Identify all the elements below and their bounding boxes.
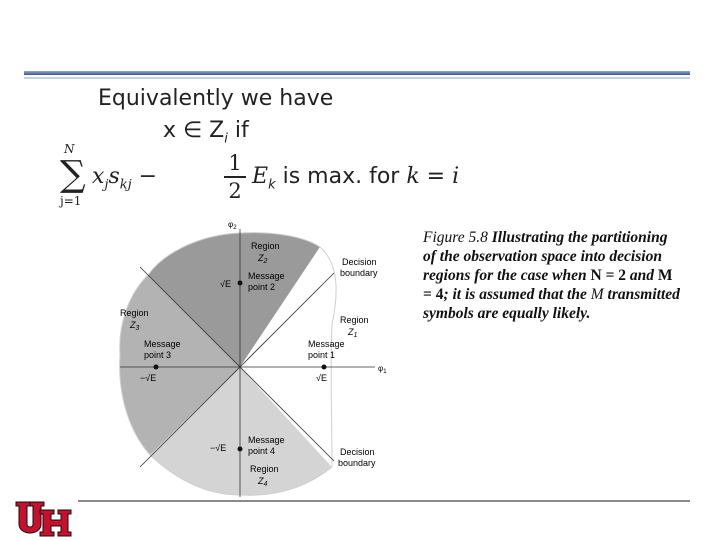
region-z3-label-2: $Z_3$ [130, 320, 140, 332]
equation-line-2 [163, 118, 249, 146]
message-point-2-label-2: point 2 [248, 282, 276, 292]
fraction-half [224, 152, 246, 202]
figure-caption [423, 228, 683, 323]
eq2-sub: i [224, 131, 228, 147]
sqrt-e-right: √E [316, 373, 327, 383]
sum-sigma: ∑ [60, 154, 86, 195]
sum-upper-limit: N [64, 142, 75, 156]
region-z2-label-2: $Z_2$ [258, 253, 268, 265]
neg-sqrt-e-bottom: −√E [210, 443, 227, 453]
region-z3-label-1: Region [120, 308, 149, 318]
sum-x: x [92, 164, 105, 189]
decision-top-label-1: Decision [342, 257, 377, 267]
caption-text-a: Illustrating the partitioning of the observation space into decision regions for the case when [423, 229, 668, 284]
rest-k: k [406, 164, 420, 189]
eq2-prefix: x ∈ Z [163, 118, 225, 143]
decision-region-diagram [100, 215, 390, 500]
uh-logo-u [16, 502, 44, 533]
rest-text: is max. for [275, 164, 407, 189]
equation-line-1: Equivalently we have [98, 86, 334, 111]
message-point-2-label-1: Message [248, 271, 285, 281]
caption-text-c: ; it is assumed that the [443, 286, 591, 303]
rest-E-sub: k [268, 177, 276, 193]
message-point-1-label-1: Message [308, 339, 345, 349]
message-point-3-label-1: Message [144, 339, 181, 349]
message-point-1-label-2: point 1 [308, 350, 336, 360]
sum-rest [252, 164, 459, 192]
message-point-3-label-2: point 3 [144, 350, 172, 360]
axis-x-label: $\varphi_1$ [378, 364, 387, 375]
fraction-num: 1 [228, 151, 242, 175]
region-z4-label-1: Region [250, 464, 279, 474]
sum-lower-limit: j=1 [60, 194, 82, 208]
sum-x-sub: j [104, 177, 109, 193]
region-z4-label-2: $Z_4$ [258, 476, 268, 488]
region-z1-label-1: Region [340, 315, 369, 325]
uh-logo-h [40, 510, 71, 536]
decision-bottom-label-2: boundary [338, 458, 376, 468]
sum-body [92, 164, 157, 192]
message-point-1-dot [322, 365, 327, 370]
message-point-3-dot [154, 365, 159, 370]
caption-text-b: and [626, 267, 658, 284]
neg-sqrt-e-left: −√E [140, 373, 157, 383]
sqrt-e-top: √E [220, 279, 231, 289]
caption-text-d: transmitted symbols are equally likely. [423, 286, 680, 322]
message-point-2-dot [238, 281, 243, 286]
message-point-4-label-1: Message [248, 435, 285, 445]
caption-m-symbol: M [590, 286, 604, 303]
rest-eq: = [419, 164, 453, 189]
eq2-suffix: if [227, 118, 249, 143]
caption-n-eq: N = 2 [590, 267, 627, 284]
decision-top-label-2: boundary [340, 268, 378, 278]
fraction-bar [224, 176, 246, 178]
axis-y-label: $\varphi_2$ [228, 220, 237, 231]
region-z2-label-1: Region [251, 241, 280, 251]
rest-i: i [452, 164, 460, 189]
uh-logo [14, 500, 72, 538]
caption-m-eq: M = 4 [423, 267, 673, 303]
sum-s-sub: kj [119, 177, 132, 193]
sum-minus: − [131, 164, 158, 189]
top-rule [24, 71, 690, 75]
bottom-rule [78, 500, 690, 502]
figure-label: Figure 5.8 [423, 229, 488, 246]
region-z1-label-2: $Z_1$ [348, 327, 358, 339]
equation-line-3 [60, 142, 460, 210]
sum-s: s [108, 164, 120, 189]
message-point-4-dot [238, 447, 243, 452]
message-point-4-label-2: point 4 [248, 446, 276, 456]
decision-bottom-label-1: Decision [340, 447, 375, 457]
fraction-den: 2 [228, 179, 242, 203]
rest-E: E [252, 164, 269, 189]
top-rule-accent [24, 77, 690, 79]
